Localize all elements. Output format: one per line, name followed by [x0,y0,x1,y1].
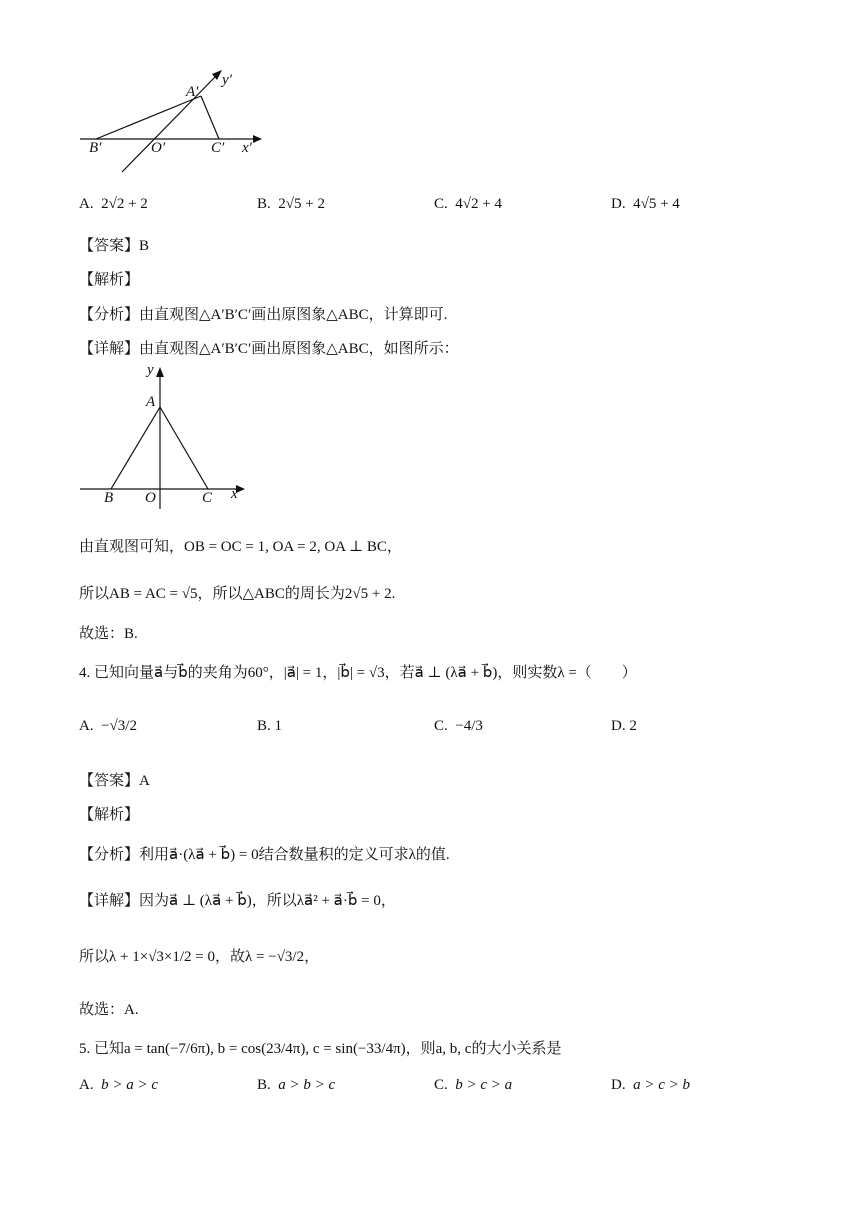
oblique-figure [70,62,270,174]
q3-option-c-label: C. [434,196,448,212]
label-o-prime: O′ [151,140,166,156]
q3-fenxi: 【分析】由直观图△A′B′C′画出原图象△ABC，计算即可. [79,307,448,323]
q5-stem: 5. 已知a = tan(−7/6π), b = cos(23/4π), c = sin(−33/4π)，则a, b, c的大小关系是 [79,1041,562,1057]
q5-option-c-label: C. [434,1077,448,1093]
q4-option-d-label: D. [611,718,626,734]
q3-line-1: 由直观图可知，OB = OC = 1, OA = 2, OA ⊥ BC， [79,539,402,555]
q3-option-c: 4√2 + 4 [455,196,502,212]
q4-fenxi: 【分析】利用a⃗·(λa⃗ + b⃗) = 0结合数量积的定义可求λ的值. [79,847,450,863]
label-x-prime: x′ [242,140,252,156]
q5-option-c: b > c > a [455,1077,513,1093]
label-a: A [146,394,156,410]
q3-option-b: 2√5 + 2 [278,196,325,212]
q4-option-b-label: B. [257,718,271,734]
q5-option-a: b > a > c [101,1077,158,1093]
q3-option-d-label: D. [611,196,626,212]
q4-xiangjie: 【详解】因为a⃗ ⊥ (λa⃗ + b⃗)，所以λa⃗² + a⃗·b⃗ = 0， [79,893,396,909]
q4-answer: 【答案】A [79,773,150,789]
q4-stem: 4. 已知向量a⃗与b⃗的夹角为60°，|a⃗| = 1，|b⃗| = √3，若a⃗ ⊥ (λa⃗ + b⃗)，则实数λ =（ ） [79,665,637,681]
label-c: C [202,490,213,506]
q5-option-b: a > b > c [278,1077,336,1093]
q4-option-c: −4/3 [455,718,483,734]
label-y-prime: y′ [222,72,232,88]
q3-xiangjie: 【详解】由直观图△A′B′C′画出原图象△ABC，如图所示： [79,341,459,357]
label-c-prime: C′ [211,140,225,156]
q3-choice: 故选：B. [79,626,138,642]
q3-option-d: 4√5 + 4 [633,196,680,212]
q5-option-b-label: B. [257,1077,271,1093]
q5-option-d: a > c > b [633,1077,690,1093]
label-y: y [147,362,154,378]
label-b-prime: B′ [89,140,102,156]
label-x: x [231,486,238,502]
q4-analysis-heading: 【解析】 [79,807,140,823]
q3-line-2: 所以AB = AC = √5，所以△ABC的周长为2√5 + 2. [79,586,396,602]
q4-option-d: 2 [629,718,637,734]
q3-analysis-heading: 【解析】 [79,272,140,288]
q3-option-b-label: B. [257,196,271,212]
q3-option-a-label: A. [79,196,94,212]
q4-option-c-label: C. [434,718,448,734]
q4-option-a: −√3/2 [101,718,137,734]
q5-option-d-label: D. [611,1077,626,1093]
label-o: O [145,490,156,506]
label-a-prime: A′ [186,84,199,100]
q3-option-a: 2√2 + 2 [101,196,148,212]
q4-line-1: 所以λ + 1×√3×1/2 = 0，故λ = −√3/2， [79,949,320,965]
q4-choice: 故选：A. [79,1002,139,1018]
q5-option-a-label: A. [79,1077,94,1093]
original-triangle-figure [75,362,255,512]
label-b: B [104,490,114,506]
q4-option-b: 1 [274,718,283,734]
q4-option-a-label: A. [79,718,94,734]
q3-answer: 【答案】B [79,238,150,254]
